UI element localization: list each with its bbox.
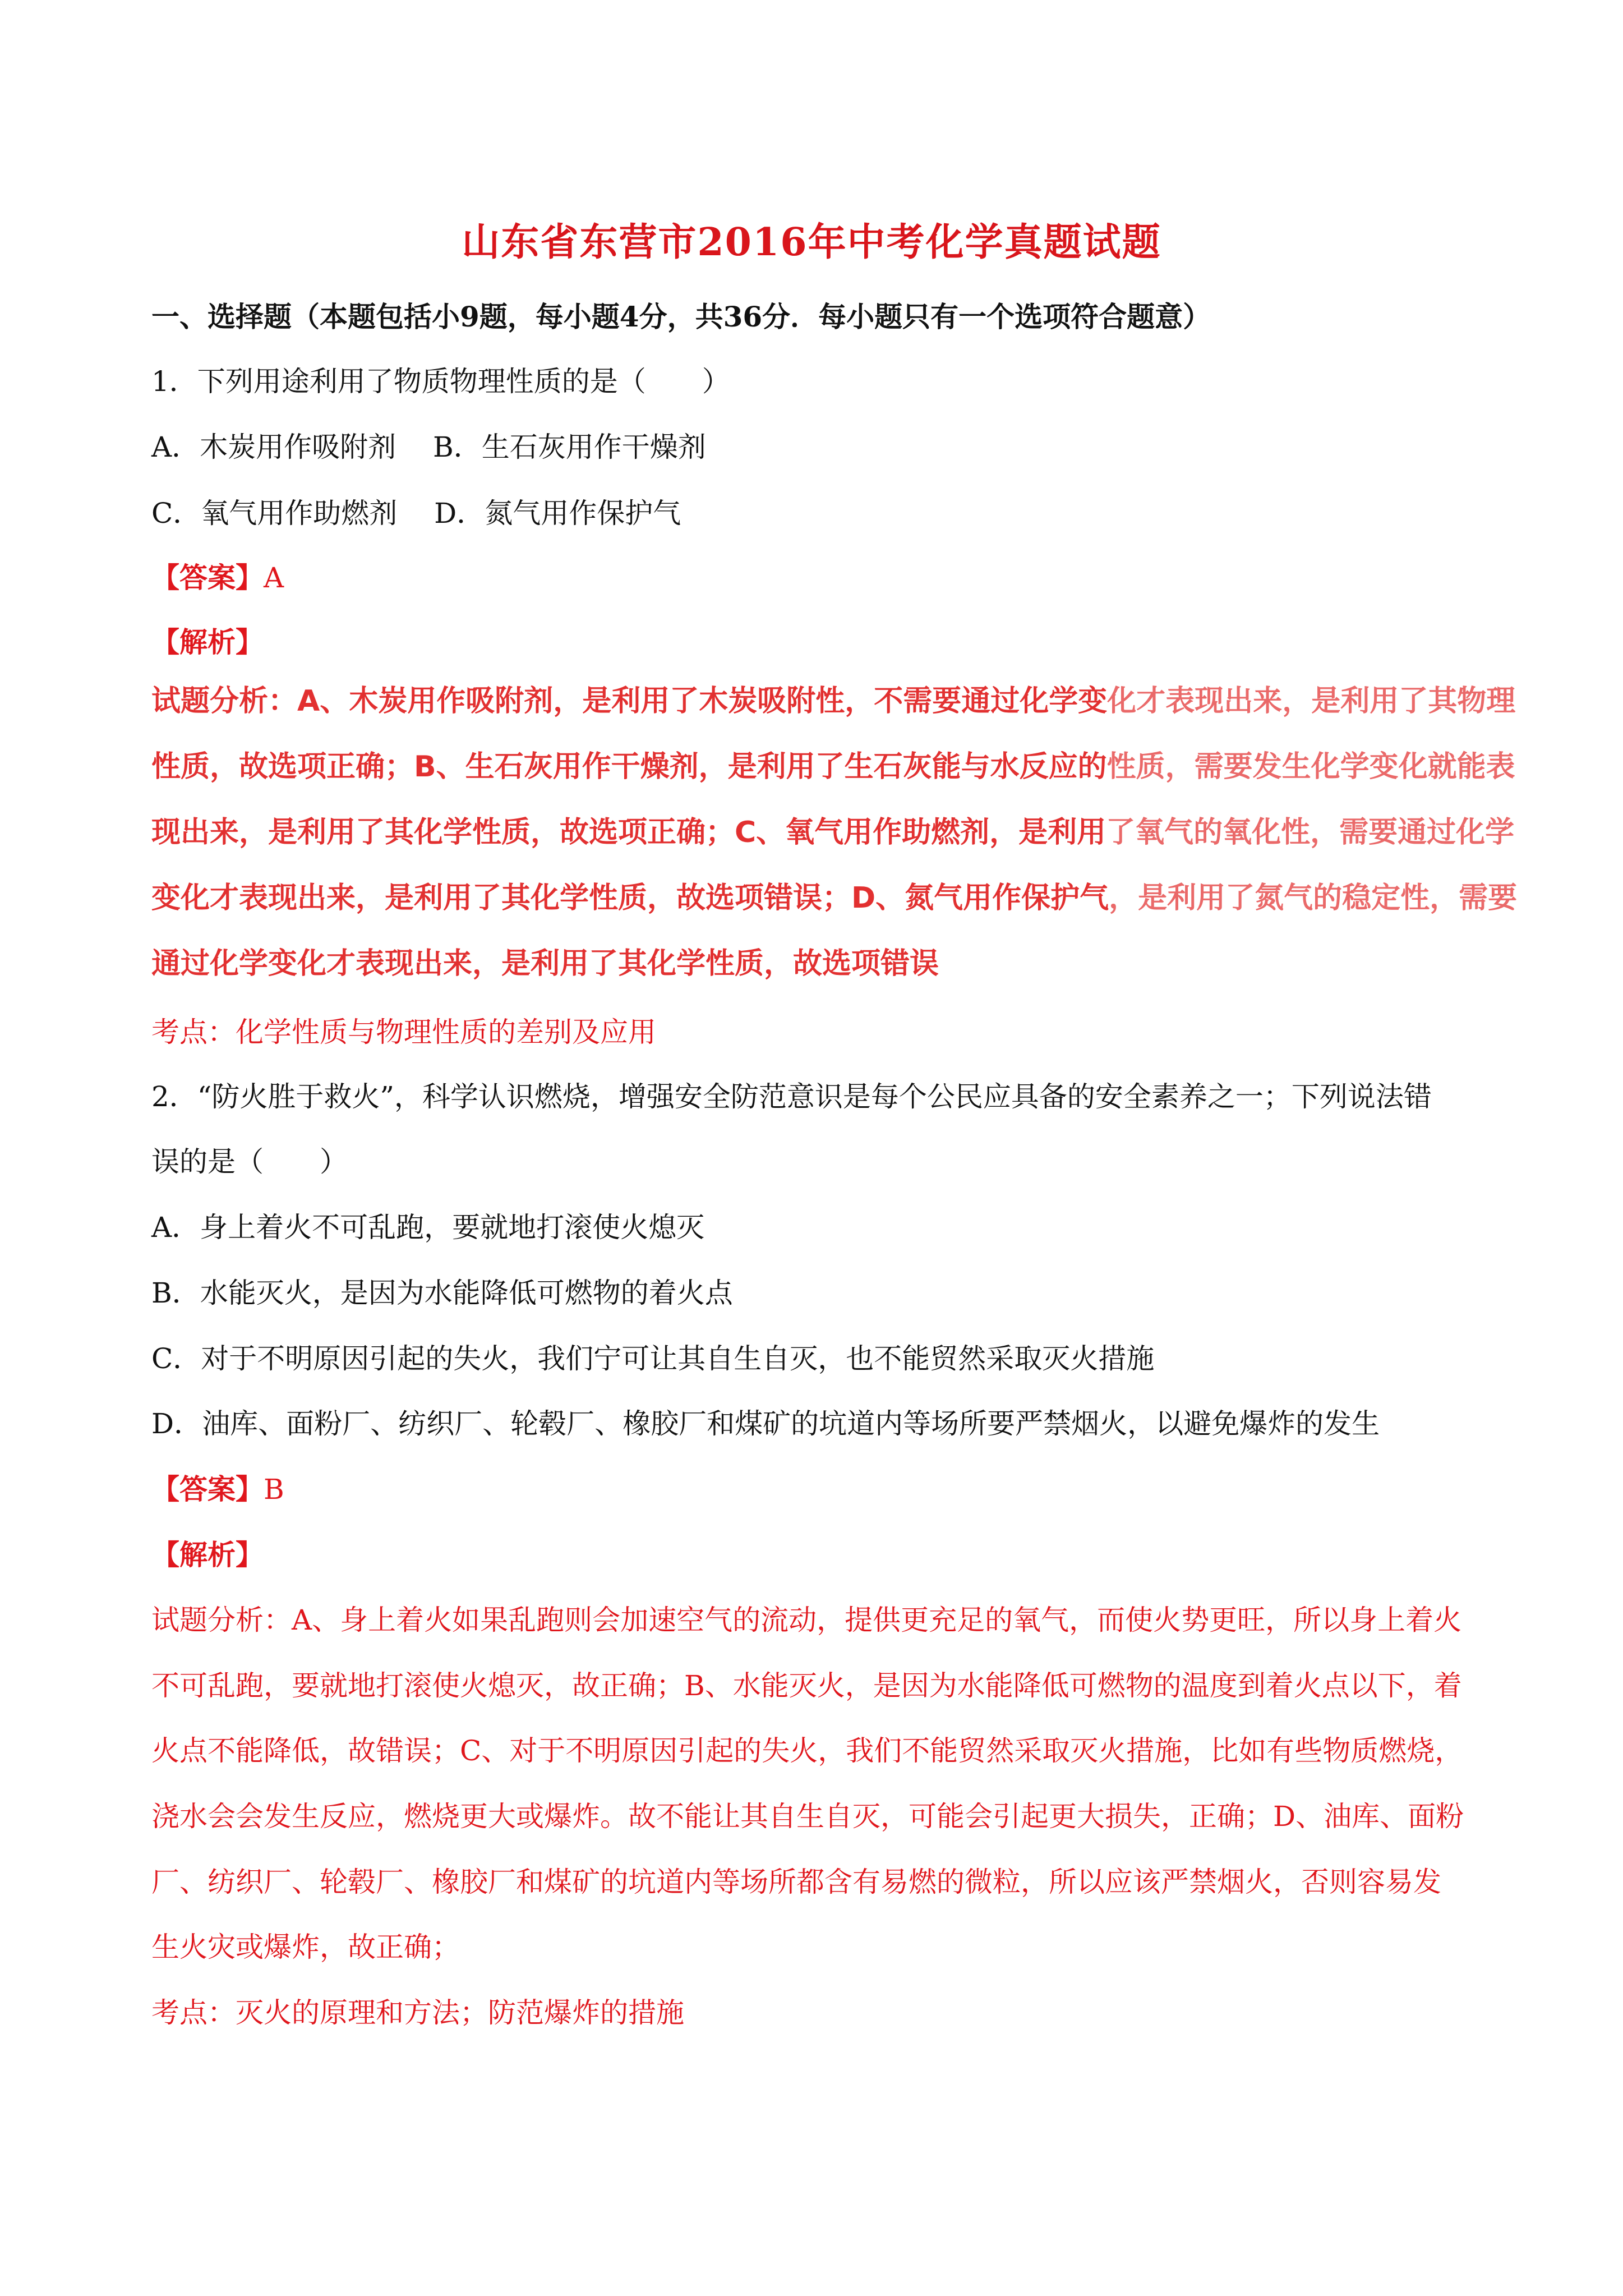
q1-answer-label: 【答案】	[151, 561, 264, 594]
q2-answer	[151, 1470, 1497, 1509]
q2-stem-line1: 2．“防火胜于救火”，科学认识燃烧，增强安全防范意识是每个公民应具备的安全素养之一；下列说法错	[151, 1080, 1432, 1113]
q2-kaodian: 考点：灭火的原理和方法；防范爆炸的措施	[151, 1996, 684, 2029]
q2-answer-label: 【答案】	[151, 1473, 264, 1506]
q1-options-line1: A．木炭用作吸附剂 B．生石灰用作干燥剂	[151, 431, 706, 463]
q2-analysis-line: 生火灾或爆炸，故正确；	[151, 1931, 460, 1963]
q2-answer-value: B	[264, 1473, 284, 1506]
q1-kaodian: 考点：化学性质与物理性质的差别及应用	[151, 1016, 656, 1048]
q1-answer-value: A	[264, 562, 284, 594]
q1-analysis-line: 变化才表现出来，是利用了其化学性质，故选项错误；D、氮气用作保护气，是利用了氮气的稳定性，需要	[151, 881, 1518, 915]
q1-analysis-line: 通过化学变化才表现出来，是利用了其化学性质，故选项错误	[151, 947, 939, 981]
q2-analysis-line: 厂、纺织厂、轮毂厂、橡胶厂和煤矿的坑道内等场所都含有易燃的微粒，所以应该严禁烟火，否则容易发	[151, 1866, 1441, 1898]
q2-option-b: B．水能灭火，是因为水能降低可燃物的着火点	[151, 1277, 733, 1309]
q2-analysis-line: 浇水会会发生反应，燃烧更大或爆炸。故不能让其自生自灭，可能会引起更大损失，正确；D、油库、面粉	[151, 1800, 1464, 1833]
q2-analysis-line: 试题分析：A、身上着火如果乱跑则会加速空气的流动，提供更充足的氧气，而使火势更旺，所以身上着火	[151, 1604, 1462, 1636]
q2-option-a: A．身上着火不可乱跑，要就地打滚使火熄灭	[151, 1211, 705, 1244]
q1-answer	[151, 558, 1497, 597]
q1-stem: 1．下列用途利用了物质物理性质的是（ ）	[151, 365, 730, 398]
q1-analysis-label: 【解析】	[151, 625, 264, 659]
q1-options-line2: C．氧气用作助燃剂 D．氮气用作保护气	[151, 497, 681, 530]
q2-analysis-label: 【解析】	[151, 1538, 264, 1571]
q1-analysis-line: 现出来，是利用了其化学性质，故选项正确；C、氧气用作助燃剂，是利用了氧气的氧化性，需要通过化学	[151, 816, 1515, 849]
page-title: 山东省东营市2016年中考化学真题试题	[462, 220, 1161, 265]
q2-option-c: C．对于不明原因引起的失火，我们宁可让其自生自灭，也不能贸然采取灭火措施	[151, 1342, 1155, 1375]
q2-stem-line2: 误的是（ ）	[151, 1145, 348, 1178]
q2-option-d: D．油库、面粉厂、纺织厂、轮毂厂、橡胶厂和煤矿的坑道内等场所要严禁烟火，以避免爆炸的发生	[151, 1407, 1380, 1440]
q1-analysis-line: 性质，故选项正确；B、生石灰用作干燥剂，是利用了生石灰能与水反应的性质，需要发生化学变化就能表	[151, 750, 1515, 784]
q2-analysis-line: 不可乱跑，要就地打滚使火熄灭，故正确；B、水能灭火，是因为水能降低可燃物的温度到着火点以下，着	[151, 1669, 1462, 1702]
section-header: 一、选择题（本题包括小9题，每小题4分，共36分．每小题只有一个选项符合题意）	[151, 300, 1211, 333]
q2-analysis-line: 火点不能降低，故错误；C、对于不明原因引起的失火，我们不能贸然采取灭火措施，比如有些物质燃烧，	[151, 1734, 1463, 1767]
q1-analysis-line: 试题分析：A、木炭用作吸附剂，是利用了木炭吸附性，不需要通过化学变化才表现出来，是利用了其物理	[151, 684, 1516, 718]
